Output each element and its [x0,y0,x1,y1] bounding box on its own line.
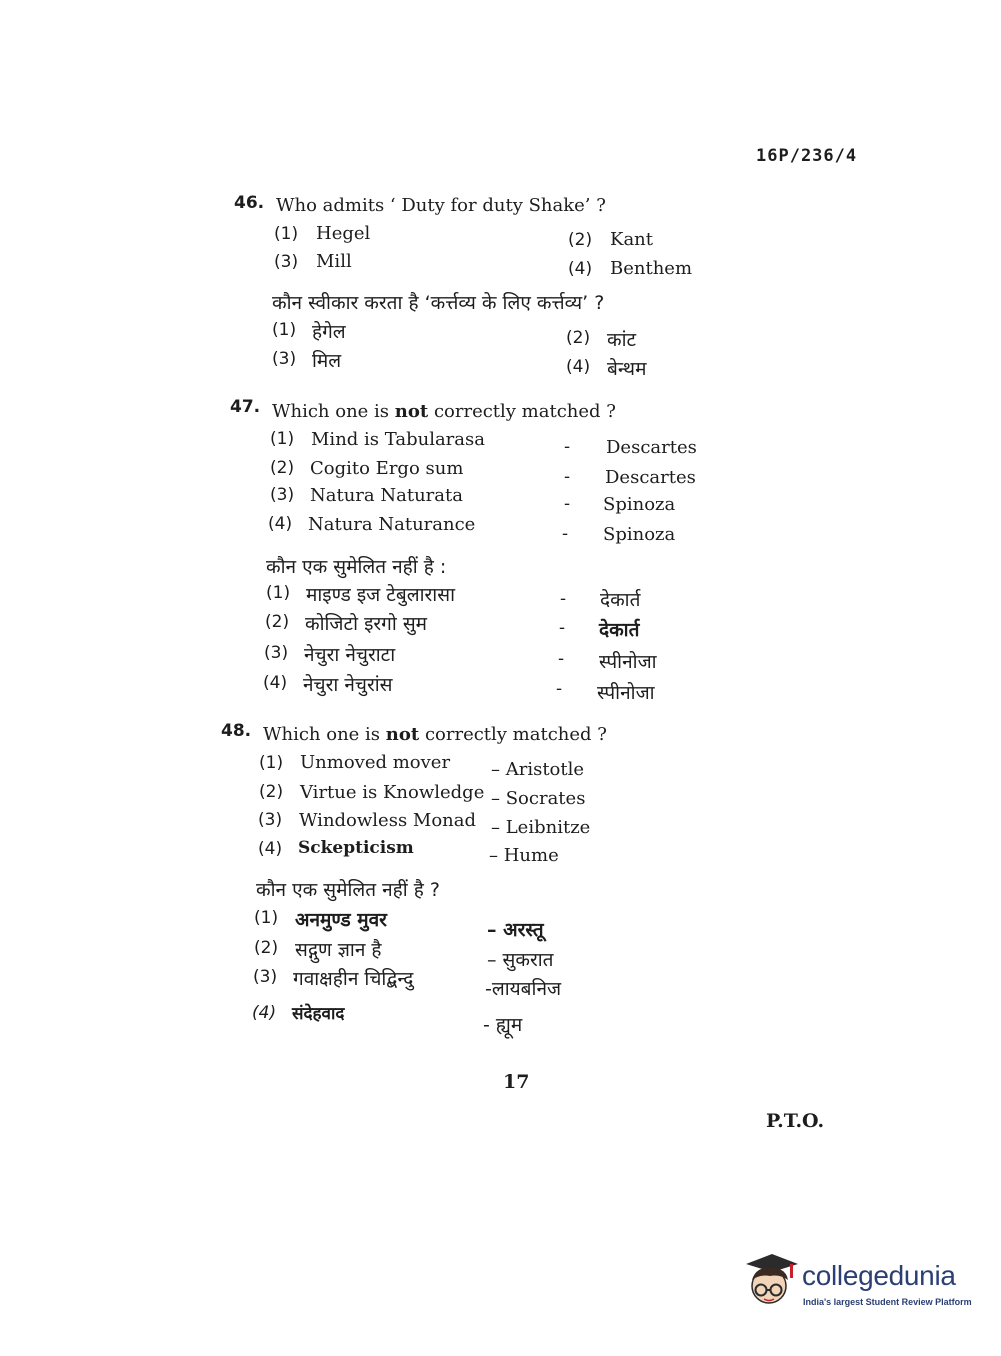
option-label: (3) [258,810,283,830]
option-label: (1) [270,429,295,449]
pto-label: P.T.O. [766,1110,825,1132]
option-left: सद्गुण ज्ञान है [295,939,382,961]
question-number: 46. [234,193,265,213]
option-label: (4) [568,259,593,279]
question-text-before: Which one is [263,724,381,745]
option-right: स्पीनोजा [599,651,657,673]
option-left: Sckepticism [298,838,414,858]
option-left: Virtue is Knowledge [300,782,485,803]
option-right: – Hume [489,845,559,866]
option-right: देकार्त [599,619,640,641]
question-text-hi: कौन एक सुमेलित नहीं है ? [256,879,440,901]
question-number: 47. [230,397,261,417]
option-dash: - [564,436,571,457]
question-text-after: correctly matched ? [424,724,607,745]
option-label: (2) [566,328,591,348]
logo-wordmark: collegedunia [802,1260,956,1291]
option-label: (2) [568,230,593,250]
option-label: (4) [566,357,591,377]
option-right: Spinoza [603,524,676,545]
option-right: – अरस्तू [487,919,544,941]
question-text-en: Who admits ‘ Duty for duty Shake’ ? [276,195,606,216]
option-left: नेचुरा नेचुरांस [303,674,393,696]
option-dash: - [564,493,571,514]
question-text-en [272,401,616,422]
mascot-icon [742,1250,802,1314]
option-left: Cogito Ergo sum [310,458,464,479]
logo-tagline: India's largest Student Review Platform [803,1297,972,1307]
option-text: कांट [607,329,637,351]
question-text-after: correctly matched ? [433,401,616,422]
option-left: Natura Naturata [310,485,463,506]
question-text-before: Which one is [272,401,390,422]
option-dash: - [560,588,567,609]
question-number: 48. [221,721,252,741]
option-right: -लायबनिज [485,978,562,1000]
option-label: (1) [259,753,284,773]
option-label: (1) [272,320,297,340]
question-emphasis: not [385,724,420,745]
option-dash: - [556,678,563,699]
option-label: (3) [270,485,295,505]
option-dash: - [562,523,569,544]
option-label: (3) [253,967,278,987]
option-right: Spinoza [603,494,676,515]
option-label: (2) [270,458,295,478]
option-label: (4) [263,673,288,693]
option-left: संदेहवाद [292,1004,345,1024]
option-label: (2) [265,612,290,632]
option-right: – Socrates [491,788,586,809]
option-left: अनमुण्ड मुवर [295,909,387,931]
option-label: (1) [274,224,299,244]
option-label: (4) [252,1003,277,1023]
collegedunia-logo [742,1250,972,1320]
option-label: (2) [259,782,284,802]
option-right: - ह्यूम [483,1014,523,1036]
option-right: Descartes [606,437,697,458]
option-text: Hegel [316,223,371,244]
option-label: (1) [266,583,291,603]
option-label: (1) [254,908,279,928]
option-right: देकार्त [600,589,641,611]
option-left: Windowless Monad [299,810,477,831]
option-text: Mill [316,251,352,272]
option-text: बेन्थम [607,358,647,380]
question-text-en [263,724,607,745]
option-left: कोजिटो इरगो सुम [305,613,428,635]
option-right: Descartes [605,467,696,488]
option-text: Benthem [610,258,693,279]
option-right: – Leibnitze [491,817,591,838]
option-dash: - [558,648,565,669]
option-text: मिल [312,350,342,372]
option-left: माइण्ड इज टेबुलारासा [306,584,455,606]
option-left: Unmoved mover [300,752,451,773]
option-label: (4) [258,839,283,859]
option-left: Mind is Tabularasa [311,429,485,450]
option-text: Kant [610,229,654,250]
option-right: स्पीनोजा [597,682,655,704]
option-dash: - [559,617,566,638]
option-label: (3) [272,349,297,369]
option-label: (4) [268,514,293,534]
question-text-hi: कौन एक सुमेलित नहीं है : [266,556,447,578]
paper-code: 16P/236/4 [756,146,858,166]
question-emphasis: not [394,401,429,422]
option-dash: - [564,466,571,487]
option-left: Natura Naturance [308,514,476,535]
option-label: (3) [274,252,299,272]
page-number: 17 [503,1071,530,1093]
option-text: हेगेल [312,321,346,343]
option-label: (3) [264,643,289,663]
option-left: नेचुरा नेचुराटा [304,644,396,666]
option-right: – Aristotle [491,759,585,780]
question-text-hi: कौन स्वीकार करता है ‘कर्त्तव्य के लिए कर्त्तव्य’ ? [272,292,605,314]
option-right: – सुकरात [487,949,554,971]
option-label: (2) [254,938,279,958]
option-left: गवाक्षहीन चिद्बिन्दु [293,968,414,990]
